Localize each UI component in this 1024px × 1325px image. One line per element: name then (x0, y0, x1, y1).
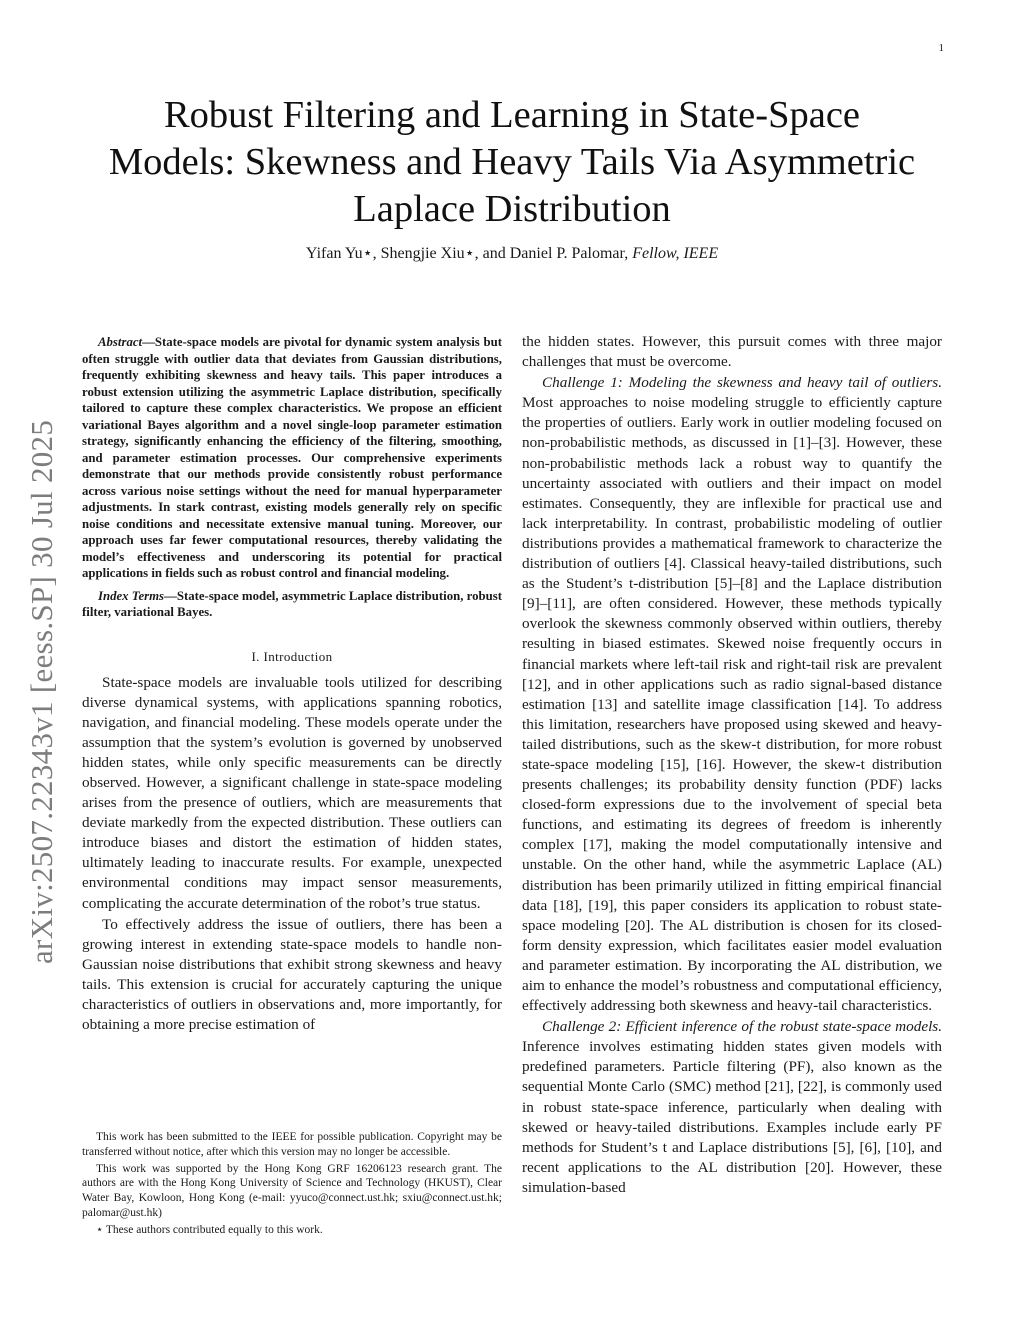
footnote-equal-contribution: ⋆ These authors contributed equally to this work. (96, 1223, 323, 1236)
author-list (60, 243, 964, 263)
challenge-2-lead: Challenge 2: Efficient inference of the robust state-space models. (542, 1018, 942, 1036)
title-line-1: Robust Filtering and Learning in State-Space (163, 94, 861, 136)
intro-continuation: the hidden states. However, this pursuit comes with three major challenges that must be overcome. (522, 333, 942, 371)
footnotes (82, 1130, 502, 1238)
footnote-submission: This work has been submitted to the IEEE for possible publication. Copyright may be transferred without notice, after which this version may no longer be accessible. (82, 1131, 502, 1158)
challenge-1-paragraph (522, 373, 942, 1016)
right-column (522, 332, 942, 1198)
title-line-2: Models: Skewness and Heavy Tails Via Asymmetric (108, 141, 916, 183)
challenge-2-text: Inference involves estimating hidden states given models with predefined parameters. Particle filtering (PF), also known as the sequential Monte Carlo (SMC) method [21], [22], is commonly used in robust state-space inference, particularly when dealing with skewed or heavy-tailed distributions. Examples include early PF methods for Student’s t and Laplace distributions [5], [6], [10], and recent applications to the AL distribution [20]. However, these simulation-based (522, 1038, 942, 1196)
challenge-1-text: Most approaches to noise modeling struggle to efficiently capture the properties of outliers. Early work in outlier modeling focused on non-probabilistic methods, as discussed in [1]–[3]. However, these non-probabilistic methods lack a robust way to quantify the uncertainty associated with outliers and their impact on model estimates. Consequently, they are inflexible for practical use and lack interpretability. In contrast, probabilistic modeling of outlier distributions provides a mathematical framework to characterize the distribution of outliers [4]. Classical heavy-tailed distributions, such as the Student’s t-distribution [5]–[8] and the Laplace distribution [9]–[11], are often considered. However, these methods typically overlook the skewness commonly observed within outliers, thereby resulting in biased estimates. Skewed noise frequently occurs in financial markets where left-tail risk and right-tail risk are prevalent [12], and in other applications such as radio signal-based distance estimation [13] and satellite image classification [14]. To address this limitation, researchers have proposed using skewed and heavy-tailed distributions, such as the skew-t distribution, for more robust state-space modeling [15], [16]. However, the skew-t distribution presents challenges; its probability density function (PDF) lacks closed-form expressions due to the involvement of special beta functions, and estimating its degrees of freedom is inherently complex [17], making the model computationally intensive and unstable. On the other hand, while the asymmetric Laplace (AL) distribution has been primarily utilized in fitting empirical financial data [18], [19], this paper considers its application to robust state-space modeling [20]. The AL distribution is chosen for its closed-form density expression, which facilitates easier model evaluation and parameter estimation. By incorporating the AL distribution, we aim to enhance the model’s robustness and computational efficiency, effectively addressing both skewness and heavy-tail characteristics. (522, 394, 942, 1015)
intro-paragraph-1: State-space models are invaluable tools utilized for describing diverse dynamical systems, with applications spanning robotics, navigation, and financial modeling. These models operate under the assumption that the system’s evolution is governed by unobserved hidden states, while only specific measurements can be directly observed. However, a significant challenge in state-space modeling arises from the presence of outliers, which are measurements that deviate markedly from the expected distribution. These outliers can introduce biases and distort the estimation of hidden states, ultimately leading to inaccurate results. For example, unexpected environmental conditions may impact sensor measurements, complicating the accurate determination of the robot’s true status. (82, 673, 502, 912)
arxiv-identifier-stamp: arXiv:2507.22343v1 [eess.SP] 30 Jul 2025 (24, 419, 59, 964)
abstract-text: —State-space models are pivotal for dynamic system analysis but often struggle with outlier data that deviates from Gaussian distributions, frequently exhibiting skewness and heavy tails. This paper introduces a robust extension utilizing the asymmetric Laplace distribution, specifically tailored to capture these complex characteristics. We propose an efficient variational Bayes algorithm and a novel single-loop parameter estimation strategy, significantly enhancing the efficiency of the filtering, smoothing, and parameter estimation processes. Our comprehensive experiments demonstrate that our methods provide consistently robust performance across various noise settings without the need for manual hyperparameter adjustments. In stark contrast, existing models generally rely on specific noise conditions and necessitate extensive manual tuning. Moreover, our approach uses far fewer computational resources, thereby validating the model’s effectiveness and underscoring its potential for practical applications in fields such as robust control and financial modeling. (82, 335, 502, 580)
abstract (82, 334, 502, 582)
title-line-3: Laplace Distribution (353, 188, 671, 230)
intro-paragraph-2: To effectively address the issue of outliers, there has been a growing interest in extending state-space models to handle non-Gaussian noise distributions that exhibit strong skewness and heavy tails. This extension is crucial for accurately capturing the unique characteristics of outliers in observations and, more importantly, for obtaining a more precise estimation of (82, 915, 502, 1034)
page-number: 1 (938, 42, 944, 54)
author-affiliation: Fellow, IEEE (632, 245, 719, 262)
index-terms-lead: Index Terms (98, 588, 165, 603)
paper-title (60, 92, 964, 233)
author-names: Yifan Yu⋆, Shengjie Xiu⋆, and Daniel P. Palomar, (305, 245, 633, 262)
abstract-lead: Abstract (98, 335, 143, 349)
left-column (82, 334, 502, 1035)
index-terms (82, 588, 502, 621)
challenge-2-paragraph (522, 1017, 942, 1198)
challenge-1-lead: Challenge 1: Modeling the skewness and heavy tail of outliers. (542, 374, 942, 392)
section-heading-introduction: I. Introduction (251, 648, 333, 664)
index-terms-text: —State-space model, asymmetric Laplace distribution, robust filter, variational Bayes. (82, 588, 502, 619)
footnote-funding: This work was supported by the Hong Kong GRF 16206123 research grant. The authors are with the Hong Kong University of Science and Technology (HKUST), Clear Water Bay, Kowloon, Hong Kong (e-mail: yyuco@connect.ust.hk; sxiu@connect.ust.hk; palomar@ust.hk) (82, 1162, 502, 1219)
